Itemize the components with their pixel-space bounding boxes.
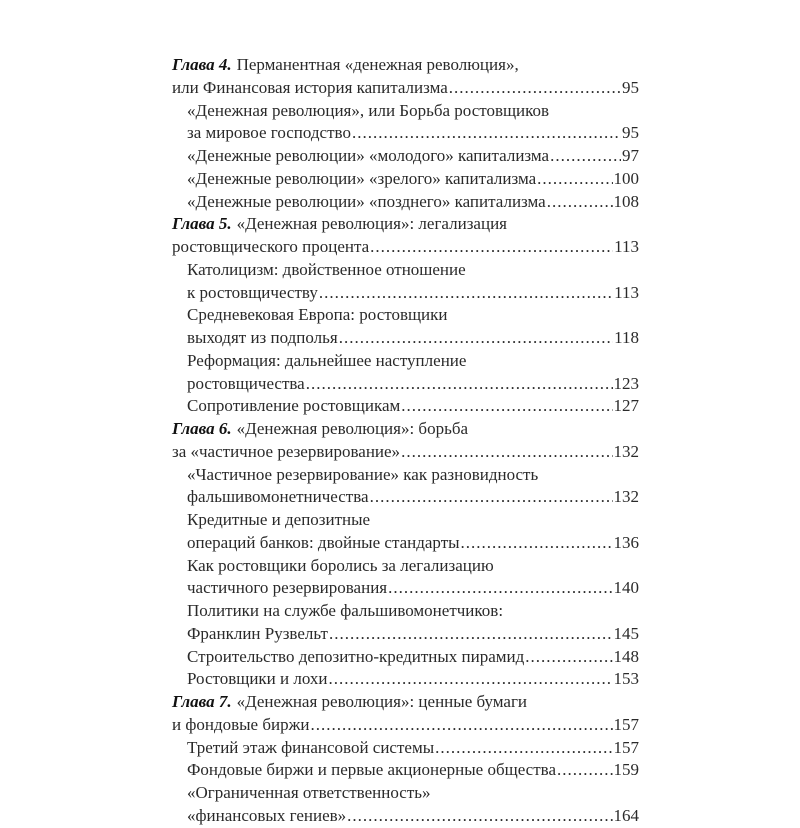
page-number: 148 (613, 646, 639, 666)
toc-chapter-entry (172, 213, 639, 259)
dot-leader (370, 486, 613, 509)
page-number: 97 (622, 146, 639, 165)
entry-title: Политики на службе фальшивомонетчиков: (187, 601, 504, 620)
toc-line (172, 373, 639, 396)
page-number: 108 (613, 191, 639, 211)
toc-section-entry (172, 191, 639, 214)
page-number: 100 (613, 168, 639, 188)
toc-section-entry (172, 259, 639, 305)
toc-line (172, 236, 639, 259)
toc-line (172, 54, 639, 77)
toc-line (172, 77, 639, 100)
dot-leader (388, 577, 612, 600)
entry-title: за «частичное резервирование» (172, 441, 401, 461)
toc-line (172, 304, 639, 327)
toc-section-entry (172, 668, 639, 691)
page-number: 159 (613, 760, 639, 780)
entry-title: Франклин Рузвельт (187, 623, 328, 643)
toc-chapter-entry (172, 418, 639, 464)
toc-section-entry (172, 782, 639, 828)
page-number: 157 (613, 714, 639, 734)
entry-title: Строительство депозитно-кредитных пирамид (187, 646, 525, 666)
entry-title: «Денежные революции» «молодого» капитализма (187, 146, 550, 165)
toc-section-entry (172, 646, 639, 669)
toc-line (172, 805, 639, 828)
dot-leader (319, 282, 613, 305)
toc-line (172, 418, 639, 441)
page-number: 95 (622, 123, 639, 143)
toc-line (172, 327, 639, 350)
entry-title: Фондовые биржи и первые акционерные общества (187, 760, 556, 780)
entry-title: «финансовых гениев» (187, 805, 347, 825)
toc-section-entry (172, 555, 639, 601)
entry-title: к ростовщичеству (187, 282, 318, 302)
entry-title: Католицизм: двойственное отношение (187, 259, 466, 279)
toc-section-entry (172, 600, 639, 646)
toc-section-entry (172, 395, 639, 418)
page-number: 123 (613, 373, 639, 393)
dot-leader (435, 737, 612, 760)
toc-line (172, 464, 639, 487)
entry-title: «Денежная революция»: легализация (236, 214, 507, 234)
entry-title: выходят из подполья (187, 328, 338, 347)
dot-leader (461, 532, 613, 555)
toc-line (172, 395, 639, 418)
entry-title: Третий этаж финансовой системы (187, 737, 435, 757)
page-number: 136 (613, 532, 639, 552)
dot-leader (352, 122, 621, 145)
toc-line (172, 668, 639, 691)
chapter-label: Глава 5. (172, 214, 232, 234)
toc-line (172, 509, 639, 532)
toc-line (172, 259, 639, 282)
toc-section-entry (172, 759, 639, 782)
toc-section-entry (172, 509, 639, 555)
entry-title: операций банков: двойные стандарты (187, 532, 460, 552)
toc-line (172, 555, 639, 578)
toc-section-entry (172, 304, 639, 350)
entry-title: «Частичное резервирование» как разновидность (187, 464, 539, 484)
toc-line (172, 213, 639, 236)
dot-leader (339, 327, 613, 350)
table-of-contents (172, 54, 639, 828)
entry-title: Как ростовщики боролись за легализацию (187, 555, 494, 575)
dot-leader (347, 805, 612, 828)
toc-section-entry (172, 145, 639, 168)
page-number: 118 (614, 328, 639, 347)
dot-leader (401, 441, 612, 464)
toc-line (172, 737, 639, 760)
dot-leader (550, 145, 621, 168)
page-number: 132 (613, 487, 639, 507)
dot-leader (306, 373, 613, 396)
toc-line (172, 282, 639, 305)
toc-section-entry (172, 168, 639, 191)
entry-title: и фондовые биржи (172, 714, 310, 734)
entry-title: «Денежная революция», или Борьба ростовщиков (187, 100, 550, 120)
page-number: 157 (613, 737, 639, 757)
toc-line (172, 623, 639, 646)
page-number: 140 (613, 578, 639, 598)
toc-line (172, 532, 639, 555)
toc-line (172, 782, 639, 805)
toc-section-entry (172, 100, 639, 146)
dot-leader (449, 77, 621, 100)
dot-leader (329, 668, 613, 691)
toc-line (172, 441, 639, 464)
entry-title: Перманентная «денежная революция», (236, 55, 519, 74)
toc-section-entry (172, 350, 639, 396)
toc-section-entry (172, 464, 639, 510)
entry-title: фальшивомонетничества (187, 487, 369, 507)
entry-title: Ростовщики и лохи (187, 669, 328, 689)
entry-title: за мировое господство (187, 123, 351, 143)
page-number: 132 (613, 441, 639, 461)
dot-leader (310, 714, 612, 737)
dot-leader (401, 395, 612, 418)
dot-leader (537, 168, 612, 191)
chapter-label: Глава 4. (172, 55, 232, 74)
entry-title: «Денежные революции» «зрелого» капитализма (187, 168, 537, 188)
toc-line (172, 759, 639, 782)
page-number: 95 (622, 77, 639, 97)
entry-title: ростовщичества (187, 373, 305, 393)
entry-title: ростовщического процента (172, 237, 370, 256)
toc-line (172, 577, 639, 600)
toc-line (172, 486, 639, 509)
chapter-label: Глава 7. (172, 692, 232, 711)
page-number: 153 (613, 669, 639, 689)
entry-title: Сопротивление ростовщикам (187, 396, 401, 416)
toc-line (172, 191, 639, 214)
entry-title: «Денежная революция»: борьба (236, 419, 469, 438)
toc-line (172, 100, 639, 123)
entry-title: Кредитные и депозитные (187, 510, 371, 529)
dot-leader (547, 191, 613, 214)
toc-line (172, 350, 639, 373)
dot-leader (557, 759, 613, 782)
toc-line (172, 646, 639, 669)
page-number: 127 (613, 396, 639, 416)
page-number: 113 (614, 282, 639, 302)
toc-line (172, 714, 639, 737)
chapter-label: Глава 6. (172, 419, 232, 438)
toc-section-entry (172, 737, 639, 760)
page-number: 164 (613, 805, 639, 825)
toc-chapter-entry (172, 54, 639, 100)
entry-title: «Денежная революция»: ценные бумаги (236, 692, 528, 711)
toc-line (172, 122, 639, 145)
page-number: 113 (614, 237, 639, 256)
toc-line (172, 168, 639, 191)
dot-leader (370, 236, 613, 259)
dot-leader (329, 623, 613, 646)
page-number: 145 (613, 623, 639, 643)
toc-line (172, 145, 639, 168)
toc-line (172, 691, 639, 714)
entry-title: Средневековая Европа: ростовщики (187, 305, 448, 325)
entry-title: «Ограниченная ответственность» (187, 783, 431, 802)
entry-title: частичного резервирования (187, 578, 388, 598)
dot-leader (525, 646, 612, 669)
entry-title: «Денежные революции» «позднего» капитализма (187, 191, 546, 211)
entry-title: или Финансовая история капитализма (172, 77, 448, 97)
entry-title: Реформация: дальнейшее наступление (187, 350, 467, 370)
toc-chapter-entry (172, 691, 639, 737)
toc-line (172, 600, 639, 623)
